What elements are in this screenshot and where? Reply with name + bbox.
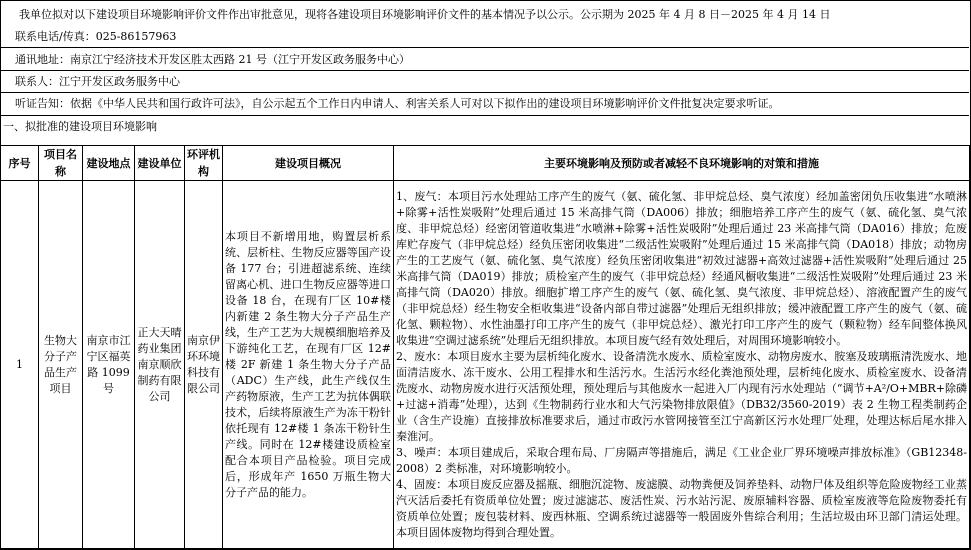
cell-location: 南京市江宁区福英路 1099 号 xyxy=(83,181,135,549)
hearing-notice: 听证告知：依据《中华人民共和国行政许可法》，自公示起五个工作日内申请人、利害关系人可对以下拟作出的建设项目环境影响评价文件批复决定要求听证。 xyxy=(15,97,780,110)
divider xyxy=(0,70,969,71)
header-location: 建设地点 xyxy=(83,146,135,181)
project-table xyxy=(0,145,970,549)
cell-no: 1 xyxy=(1,181,39,549)
contact-person: 联系人：江宁开发区政务服务中心 xyxy=(15,75,180,88)
measure-exhaust-gas: 1、废气：本项目污水处理站工序产生的废气（氨、硫化氢、非甲烷总烃、臭气浓度）经加盖密闭负压收集进“水喷淋+除雾+活性炭吸附”处理后通过 15 米高排气筒（DA006）排放；细胞培养工序产生的废气（氨、硫化氢、臭气浓度、非甲烷总烃）经密闭管道收集进“水喷淋+除雾+活性炭吸附”处理后通过 23 米高排气筒（DA016）排放；危废库贮存废气（非甲烷总烃）经负压密闭收集进“二级活性炭吸附”处理后通过 15 米高排气筒（DA018）排放；动物房产生的工艺废气（氨、硫化氢、臭气浓度）经负压密闭收集进“初效过滤器+高效过滤器+活性炭吸附”处理后通过 25 米高排气筒（DA019）排放；质检室产生的废气（非甲烷总烃）经通风橱收集进“二级活性炭吸附”处理后通过 23 米高排气筒（DA020）排放。细胞扩增工序产生的废气（氨、硫化氢、臭气浓度、非甲烷总烃）、溶液配置产生的废气（非甲烷总烃）经生物安全柜收集进“设备内部自带过滤器”处理后无组织排放；缓冲液配置工序产生的废气（氨、硫化氢、颗粒物）、水性油墨打印工序产生的废气（非甲烷总烃）、激光打印工序产生的废气（颗粒物）经车间整体换风收集进“空调过滤系统”处理后无组织排放。本项目废气经有效处理后，对周围环境影响较小。 xyxy=(396,189,967,347)
cell-project-name: 生物大分子产品生产项目 xyxy=(39,181,83,549)
header-overview: 建设项目概况 xyxy=(223,146,394,181)
section-title: 一、拟批准的建设项目环境影响 xyxy=(3,120,157,133)
cell-construction-unit: 正大天晴药业集团南京顺欣制药有限公司 xyxy=(135,181,185,549)
mailing-address: 通讯地址：南京江宁经济技术开发区胜太西路 21 号（江宁开发区政务服务中心） xyxy=(15,53,410,66)
notice-intro: 我单位拟对以下建设项目环境影响评价文件作出审批意见，现将各建设项目环境影响评价文件的基本情况予以公示。公示期为 2025 年 4 月 8 日－2025 年 4 月 14 日 xyxy=(19,8,831,21)
header-construction-unit: 建设单位 xyxy=(135,146,185,181)
cell-measures xyxy=(394,181,970,549)
table-row xyxy=(1,181,970,549)
header-no: 序号 xyxy=(1,146,39,181)
divider xyxy=(0,47,969,48)
cell-eia-agency: 南京伊环环境科技有限公司 xyxy=(185,181,223,549)
measure-solid-waste: 4、固废：本项目废反应器及摇瓶、细胞沉淀物、废滤膜、动物粪便及饲养垫料、动物尸体及组织等危险废物经工业蒸汽灭活后委托有资质单位处置；废过滤滤芯、废活性炭、污水站污泥、废原辅料容器、质检室废液等危险废物委托有资质单位处置；废包装材料、废西林瓶、空调系统过滤器等一般固废外售综合利用；生活垃圾由环卫部门清运处理。本项目固体废物均得到合理处置。 xyxy=(396,477,967,539)
divider xyxy=(0,115,969,116)
divider xyxy=(0,92,969,93)
header-project-name: 项目名称 xyxy=(39,146,83,181)
measure-noise: 3、噪声：本项目建成后，采取合理布局、厂房隔声等措施后，满足《工业企业厂界环境噪声排放标准》（GB12348-2008）2 类标准，对环境影响较小。 xyxy=(396,445,967,475)
table-header-row xyxy=(1,146,970,181)
header-measures: 主要环境影响及预防或者减轻不良环境影响的对策和措施 xyxy=(394,146,970,181)
cell-overview: 本项目不新增用地，购置层析系统、层析柱、生物反应器等国产设备 177 台；引进超滤系统、连续留离心机、进口生物反应器等进口设备 18 台，在现有厂区 10#楼内新建 2 条生物大分子产品生产线，生产工艺为大规模细胞培养及下游纯化工艺，在现有厂区 12#楼 2F 新建 1 条生物大分子产品（ADC）生产线，此生产线仅生产药物原液，生产工艺为抗体偶联技术，后续将原液生产为冻干粉针依托现有 12#楼 1 条冻干粉针生产线。同时在 12#楼建设质检室配合本项目产品检验。项目完成后，形成年产 1650 万瓶生物大分子产品的能力。 xyxy=(223,181,394,549)
contact-phone: 联系电话/传真：025-86157963 xyxy=(15,30,177,43)
header-eia-agency: 环评机构 xyxy=(185,146,223,181)
measure-wastewater: 2、废水：本项目废水主要为层析纯化废水、设备清洗水废水、质检室废水、动物房废水、胺塞及玻璃瓶清洗废水、地面清洁废水、冻干废水、公用工程排水和生活污水。生活污水经化粪池预处理，层析纯化废水、质检室废水、设备清洗废水、动物房废水进行灭活预处理，预处理后与其他废水一起进入厂内现有污水处理站（“调节+A²/O+MBR+除磷+过滤+消毒”处理），达到《生物制药行业水和大气污染物排放限值》（DB32/3560-2019）表 2 生物工程类制药企业（含生产设施）直接排放标准要求后，通过市政污水管网接管至江宁高新区污水处理厂处理，处理达标后尾水排入秦淮河。 xyxy=(396,349,967,443)
